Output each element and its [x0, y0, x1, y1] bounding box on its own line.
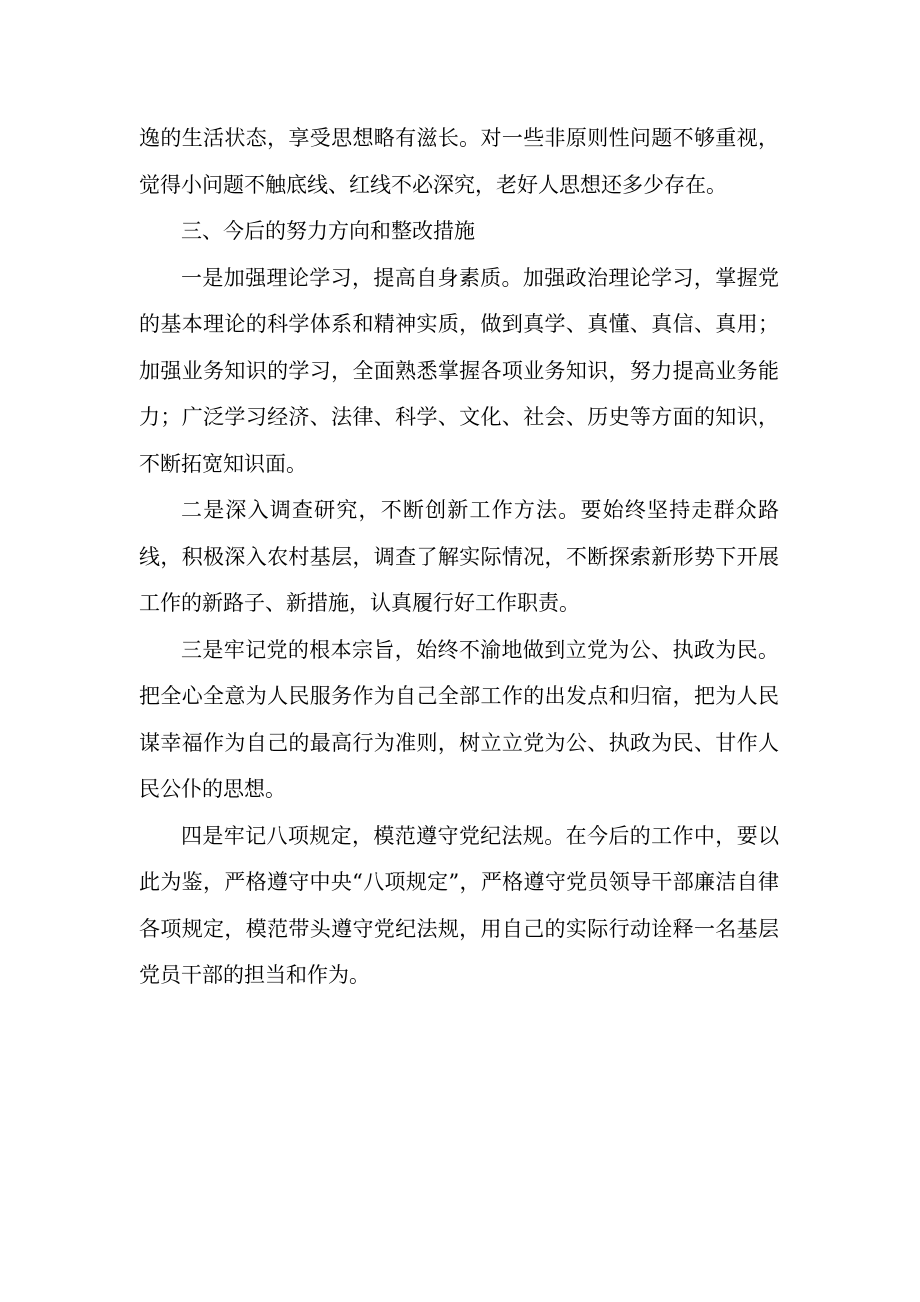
paragraph-continuation: 逸的生活状态，享受思想略有滋长。对一些非原则性问题不够重视，觉得小问题不触底线、红线不必深究，老好人思想还多少存在。	[139, 126, 779, 197]
paragraph-measure-3: 三是牢记党的根本宗旨，始终不渝地做到立党为公、执政为民。把全心全意为人民服务作为自己全部工作的出发点和归宿，把为人民谋幸福作为自己的最高行为准则，树立立党为公、执政为民、甘作人民公仆的思想。	[139, 637, 779, 801]
document-body	[139, 115, 779, 999]
paragraph-measure-2: 二是深入调查研究，不断创新工作方法。要始终坚持走群众路线，积极深入农村基层，调查了解实际情况，不断探索新形势下开展工作的新路子、新措施，认真履行好工作职责。	[139, 498, 779, 615]
section-heading: 三、今后的努力方向和整改措施	[181, 219, 475, 243]
paragraph-measure-1: 一是加强理论学习，提高自身素质。加强政治理论学习，掌握党的基本理论的科学体系和精神实质，做到真学、真懂、真信、真用；加强业务知识的学习，全面熟悉掌握各项业务知识，努力提高业务能力；广泛学习经济、法律、科学、文化、社会、历史等方面的知识，不断拓宽知识面。	[139, 265, 779, 476]
paragraph-measure-4: 四是牢记八项规定，模范遵守党纪法规。在今后的工作中，要以此为鉴，严格遵守中央“八项规定”，严格遵守党员领导干部廉洁自律各项规定，模范带头遵守党纪法规，用自己的实际行动诠释一名基层党员干部的担当和作为。	[139, 823, 779, 987]
